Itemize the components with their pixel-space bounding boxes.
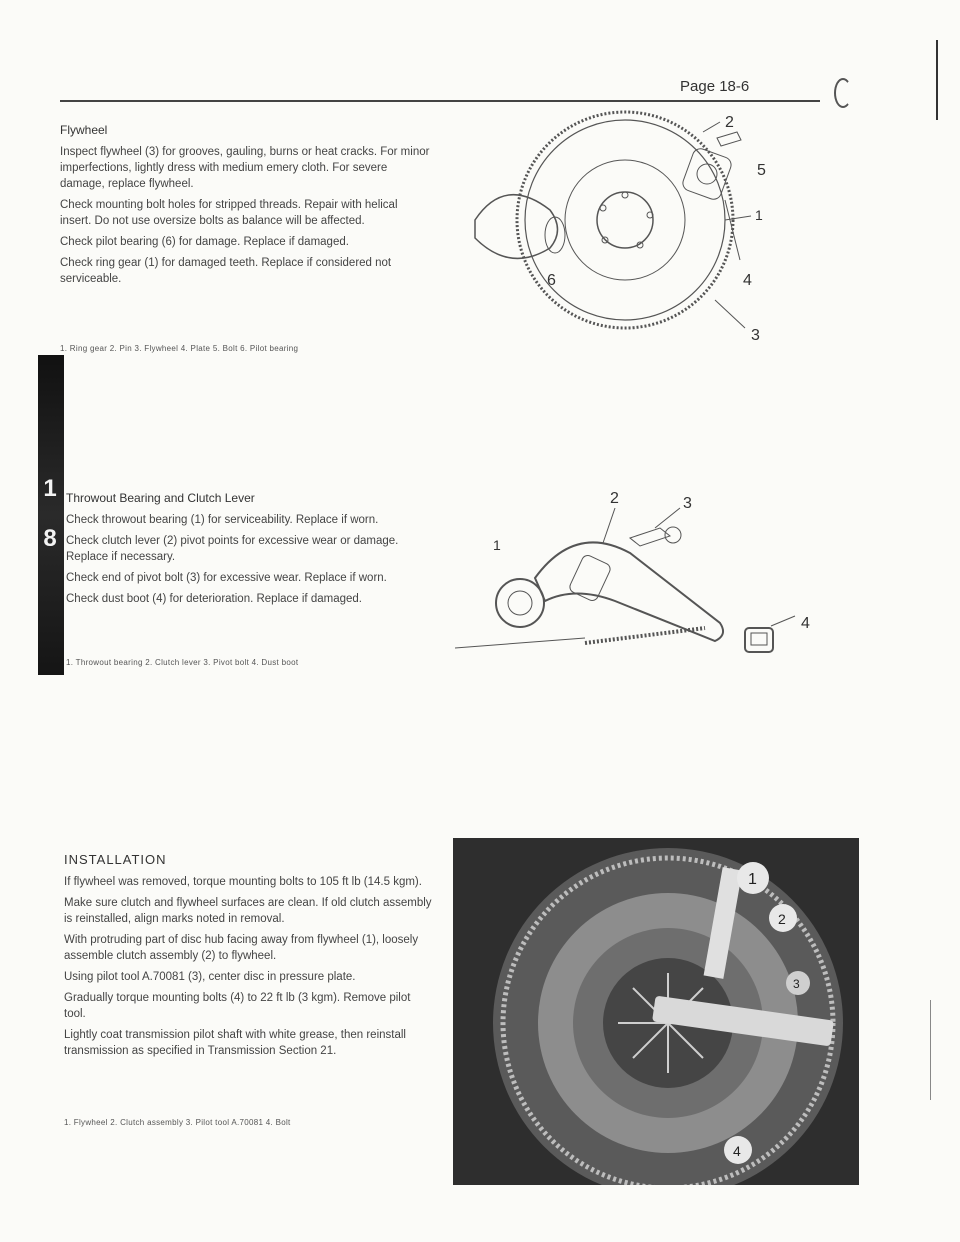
photo-callout: 2 bbox=[778, 911, 786, 927]
throwout-paragraph: Check end of pivot bolt (3) for excessive wear. Replace if worn. bbox=[66, 572, 387, 584]
installation-paragraph: Using pilot tool A.70081 (3), center disc in pressure plate. bbox=[64, 971, 356, 983]
flywheel-paragraph: Check ring gear (1) for damaged teeth. Replace if considered not serviceable. bbox=[60, 257, 392, 285]
scan-edge-mark bbox=[930, 1000, 931, 1100]
photo-callout: 1 bbox=[748, 871, 757, 888]
chapter-tab-digit: 8 bbox=[43, 525, 57, 552]
flywheel-paragraph: Check pilot bearing (6) for damage. Replace if damaged. bbox=[60, 236, 349, 248]
throwout-section bbox=[66, 490, 438, 612]
photo-callout: 4 bbox=[733, 1143, 741, 1159]
chapter-tab bbox=[38, 355, 64, 675]
installation-paragraph: Lightly coat transmission pilot shaft with white grease, then reinstall transmission as specified in Transmission Section 21. bbox=[64, 1029, 406, 1057]
throwout-paragraph: Check dust boot (4) for deterioration. Replace if damaged. bbox=[66, 593, 362, 605]
clutch-installation-photo bbox=[453, 838, 859, 1185]
chapter-tab-digit: 1 bbox=[43, 475, 57, 502]
flywheel-paragraph: Check mounting bolt holes for stripped threads. Repair with helical insert. Do not use oversize bolts as balance will be affected. bbox=[60, 199, 398, 227]
callout-label: 2 bbox=[725, 114, 734, 131]
callout-label: 1 bbox=[755, 207, 763, 223]
installation-section bbox=[64, 852, 434, 1064]
throwout-paragraph: Check clutch lever (2) pivot points for excessive wear or damage. Replace if necessary. bbox=[66, 535, 399, 563]
installation-heading: INSTALLATION bbox=[64, 852, 167, 867]
installation-paragraph: With protruding part of disc hub facing away from flywheel (1), loosely assemble clutch assembly (2) to flywheel. bbox=[64, 934, 419, 962]
flywheel-illustration bbox=[455, 100, 775, 345]
binding-hole-mark bbox=[834, 78, 852, 108]
throwout-paragraph: Check throwout bearing (1) for serviceability. Replace if worn. bbox=[66, 514, 379, 526]
flywheel-section bbox=[60, 122, 432, 292]
callout-label: 6 bbox=[547, 272, 556, 289]
throwout-heading: Throwout Bearing and Clutch Lever bbox=[66, 491, 255, 505]
callout-label: 2 bbox=[610, 490, 619, 507]
callout-label: 3 bbox=[751, 327, 760, 344]
callout-label: 4 bbox=[743, 272, 752, 289]
page-number-label: Page 18-6 bbox=[680, 78, 750, 95]
callout-label: 5 bbox=[757, 162, 766, 179]
callout-label: 1 bbox=[493, 537, 501, 553]
callout-label: 3 bbox=[683, 495, 692, 512]
page-edge-rule bbox=[936, 40, 938, 120]
throwout-legend: 1. Throwout bearing 2. Clutch lever 3. Pivot bolt 4. Dust boot bbox=[66, 658, 299, 667]
flywheel-legend: 1. Ring gear 2. Pin 3. Flywheel 4. Plate 5. Bolt 6. Pilot bearing bbox=[60, 344, 299, 353]
throwout-illustration bbox=[455, 478, 835, 678]
flywheel-heading: Flywheel bbox=[60, 123, 108, 137]
installation-legend: 1. Flywheel 2. Clutch assembly 3. Pilot tool A.70081 4. Bolt bbox=[64, 1118, 291, 1127]
flywheel-paragraph: Inspect flywheel (3) for grooves, gauling, burns or heat cracks. For minor imperfections, lightly dress with medium emery cloth. For severe damage, replace flywheel. bbox=[60, 146, 430, 190]
callout-label: 4 bbox=[801, 615, 810, 632]
photo-callout: 3 bbox=[793, 977, 800, 991]
installation-paragraph: Gradually torque mounting bolts (4) to 22 ft lb (3 kgm). Remove pilot tool. bbox=[64, 992, 411, 1020]
installation-paragraph: If flywheel was removed, torque mounting bolts to 105 ft lb (14.5 kgm). bbox=[64, 876, 422, 888]
installation-paragraph: Make sure clutch and flywheel surfaces are clean. If old clutch assembly is reinstalled, align marks noted in removal. bbox=[64, 897, 432, 925]
